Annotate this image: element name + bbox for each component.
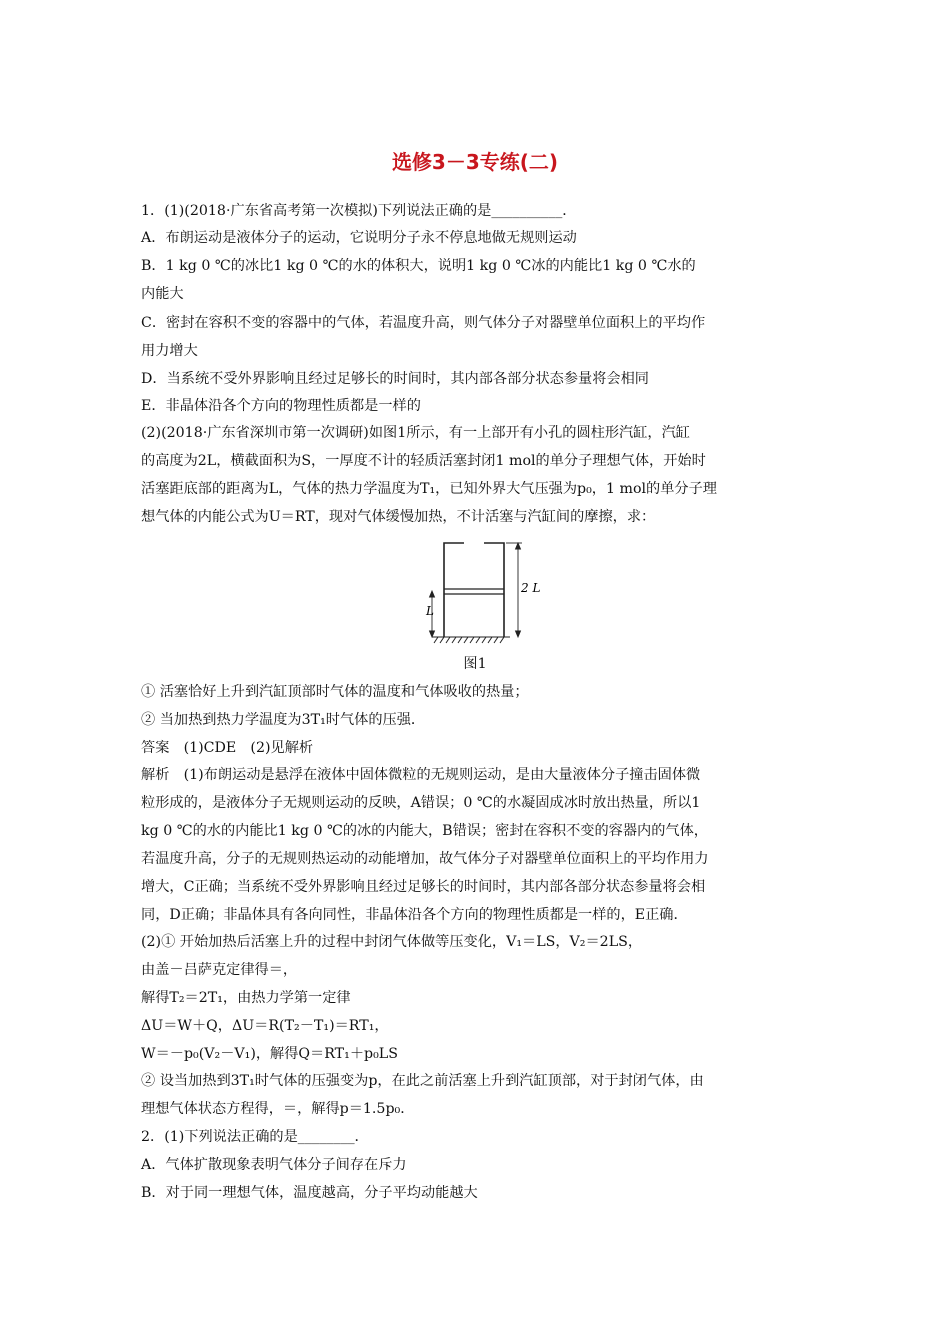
question-1-part-2-stem-line-2: 的高度为2L，横截面积为S，一厚度不计的轻质活塞封闭1 mol的单分子理想气体，开始时 bbox=[141, 453, 706, 469]
question-2-option-b: B．对于同一理想气体，温度越高，分子平均动能越大 bbox=[141, 1185, 478, 1201]
page-title: 选修3－3专练(二) bbox=[391, 150, 559, 174]
analysis-part-2-line-2: 由盖－吕萨克定律得＝， bbox=[141, 962, 298, 978]
analysis-line-5: 增大，C正确；当系统不受外界影响且经过足够长的时间时，其内部各部分状态参量将会相 bbox=[141, 879, 706, 895]
analysis-line-3: kg 0 ℃的水的内能比1 kg 0 ℃的冰的内能大，B错误；密封在容积不变的容器内的气体， bbox=[141, 823, 708, 839]
figure-label-2l: 2 L bbox=[521, 581, 541, 595]
analysis-part-2-line-1: (2)① 开始加热后活塞上升的过程中封闭气体做等压变化，V₁＝LS，V₂＝2LS， bbox=[141, 934, 643, 950]
analysis-line-1: 解析 (1)布朗运动是悬浮在液体中固体微粒的无规则运动，是由大量液体分子撞击固体微 bbox=[141, 767, 701, 783]
option-b: B．1 kg 0 ℃的冰比1 kg 0 ℃的水的体积大，说明1 kg 0 ℃冰的内能比1 kg 0 ℃水的 bbox=[141, 258, 696, 274]
analysis-part-2-line-4: ΔU＝W＋Q，ΔU＝R(T₂－T₁)＝RT₁， bbox=[141, 1018, 389, 1034]
analysis-part-2-line-6: ② 设当加热到3T₁时气体的压强变为p，在此之前活塞上升到汽缸顶部，对于封闭气体，由 bbox=[141, 1073, 704, 1089]
analysis-line-4: 若温度升高，分子的无规则热运动的动能增加，故气体分子对器壁单位面积上的平均作用力 bbox=[141, 851, 709, 867]
analysis-part-2-line-5: W＝－p₀(V₂－V₁)，解得Q＝RT₁＋p₀LS bbox=[141, 1046, 398, 1062]
sub-question-2: ② 当加热到热力学温度为3T₁时气体的压强． bbox=[141, 712, 426, 728]
figure-caption: 图1 bbox=[463, 656, 487, 672]
option-e: E．非晶体沿各个方向的物理性质都是一样的 bbox=[141, 398, 421, 414]
question-2-option-a: A．气体扩散现象表明气体分子间存在斥力 bbox=[141, 1157, 407, 1173]
option-a: A．布朗运动是液体分子的运动，它说明分子永不停息地做无规则运动 bbox=[141, 230, 577, 246]
figure-label-l: L bbox=[426, 604, 434, 618]
question-1-part-2-stem-line-4: 想气体的内能公式为U＝RT，现对气体缓慢加热，不计活塞与汽缸间的摩擦，求： bbox=[141, 509, 656, 525]
option-b-continued: 内能大 bbox=[141, 286, 184, 302]
analysis-line-2: 粒形成的，是液体分子无规则运动的反映，A错误；0 ℃的水凝固成冰时放出热量，所以1 bbox=[141, 795, 701, 811]
option-d: D．当系统不受外界影响且经过足够长的时间时，其内部各部分状态参量将会相同 bbox=[141, 371, 649, 387]
cylinder-piston-figure bbox=[410, 537, 550, 645]
option-c: C．密封在容积不变的容器中的气体，若温度升高，则气体分子对器壁单位面积上的平均作 bbox=[141, 315, 706, 331]
analysis-line-6: 同，D正确；非晶体具有各向同性，非晶体沿各个方向的物理性质都是一样的，E正确． bbox=[141, 907, 688, 923]
analysis-part-2-line-7: 理想气体状态方程得，＝，解得p＝1.5p₀． bbox=[141, 1101, 415, 1117]
question-1-part-1-stem: 1．(1)(2018·广东省高考第一次模拟)下列说法正确的是__________． bbox=[141, 203, 577, 219]
question-1-part-2-stem-line-3: 活塞距底部的距离为L，气体的热力学温度为T₁，已知外界大气压强为p₀，1 mol的单分子理 bbox=[141, 481, 717, 497]
analysis-part-2-line-3: 解得T₂＝2T₁，由热力学第一定律 bbox=[141, 990, 351, 1006]
option-c-continued: 用力增大 bbox=[141, 343, 198, 359]
question-2-part-1-stem: 2．(1)下列说法正确的是________． bbox=[141, 1129, 369, 1145]
sub-question-1: ① 活塞恰好上升到汽缸顶部时气体的温度和气体吸收的热量； bbox=[141, 684, 529, 700]
answer-line: 答案 (1)CDE (2)见解析 bbox=[141, 740, 314, 756]
question-1-part-2-stem: (2)(2018·广东省深圳市第一次调研)如图1所示，有一上部开有小孔的圆柱形汽缸，汽缸 bbox=[141, 425, 690, 441]
